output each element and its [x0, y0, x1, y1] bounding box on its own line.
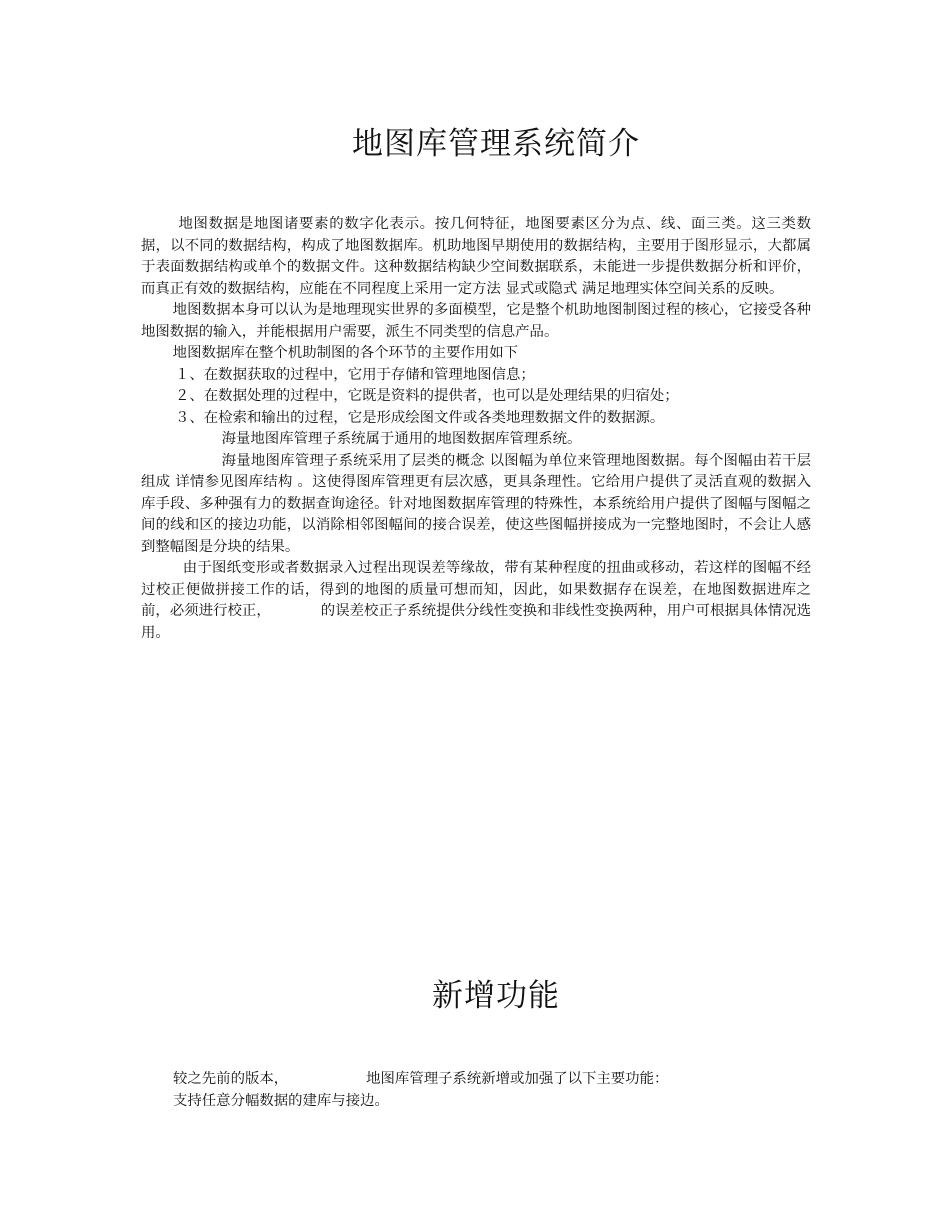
new-features-line-1b: 地图库管理子系统新增或加强了以下主要功能： [366, 1071, 669, 1087]
list-item-processing: ２、在数据处理的过程中，它既是资料的提供者，也可以是处理结果的归宿处； [175, 388, 679, 404]
error-correction-text-b: 的误差校正子系统提供分线性变换和非线性变换两种，用户可根据具体情况选用。 [141, 603, 811, 641]
error-correction-text-a: 由于图纸变形或者数据录入过程出现误差等缘故，带有某种程度的扭曲或移动，若这样的图幅不经过校正便做拼接工作的话，得到的地图的质量可想而知，因此，如果数据存在误差，在地图数据进库之前，必须进行校正， [141, 560, 811, 619]
new-features-line-1a: 较之先前的版本， [173, 1071, 289, 1087]
paragraph-map-model: 地图数据本身可以认为是地理现实世界的多面模型，它是整个机助地图制图过程的核心，它接受各种地图数据的输入，并能根据用户需要，派生不同类型的信息产品。 [141, 302, 811, 340]
paragraph-layer-concept: 海量地图库管理子系统采用了层类的概念 以图幅为单位来管理地图数据。每个图幅由若干层组成 详情参见图库结构 。这使得图库管理更有层次感，更具条理性。它给用户提供了灵活直观的数据入库手段、多种强有力的数据查询途径。针对地图数据库管理的特殊性，本系统给用户提供了图幅与图幅之间的线和区的接边功能，以消除相邻图幅间的接合误差，使这些图幅拼接成为一完整地图时，不会让人感到整幅图是分块的结果。 [141, 452, 811, 555]
paragraph-role-intro: 地图数据库在整个机助制图的各个环节的主要作用如下 [172, 345, 519, 361]
list-item-output: ３、在检索和输出的过程，它是形成绘图文件或各类地理数据文件的数据源。 [175, 409, 665, 426]
paragraph-error-correction [141, 558, 811, 644]
paragraph-subsystem-type: 海量地图库管理子系统属于通用的地图数据库管理系统。 [221, 431, 582, 447]
section-title-new-features: 新增功能 [432, 978, 560, 1014]
page-title: 地图库管理系统简介 [352, 126, 640, 162]
paragraph-map-data: 地图数据是地图诸要素的数字化表示。按几何特征，地图要素区分为点、线、面三类。这三类数据，以不同的数据结构，构成了地图数据库。机助地图早期使用的数据结构，主要用于图形显示，大都属于表面数据结构或单个的数据文件。这种数据结构缺少空间数据联系，未能进一步提供数据分析和评价，而真正有效的数据结构，应能在不同程度上采用一定方法 显式或隐式 满足地理实体空间关系的反映。 [141, 216, 811, 297]
new-features-body [173, 1069, 813, 1112]
new-features-line-1 [173, 1069, 813, 1091]
new-features-line-2: 支持任意分幅数据的建库与接边。 [173, 1092, 389, 1109]
list-item-acquisition: １、在数据获取的过程中，它用于存储和管理地图信息； [175, 366, 535, 383]
intro-body [141, 214, 811, 644]
